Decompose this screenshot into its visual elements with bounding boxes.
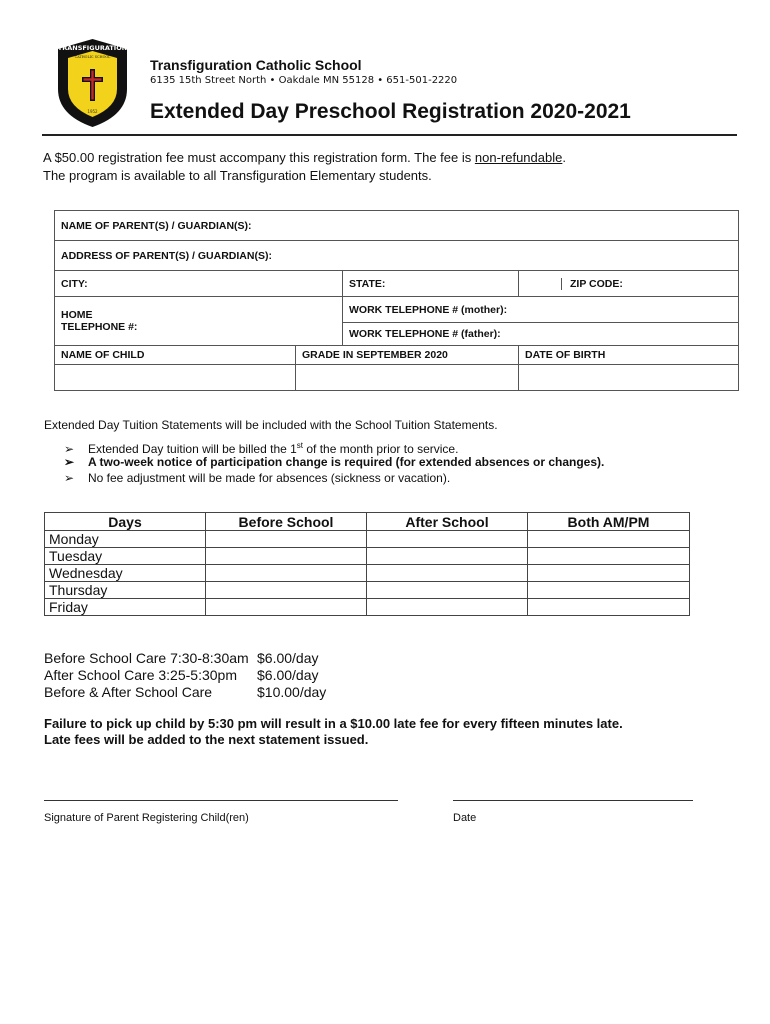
logo-text-top: TRANSFIGURATION [57,44,128,52]
days-header: Days [45,513,206,531]
rate-label: Before & After School Care [44,684,213,700]
child-name-header: NAME OF CHILD [55,346,296,365]
city-field[interactable]: CITY: [55,271,343,297]
school-address: 6135 15th Street North • Oakdale MN 55128 • 651-501-2220 [150,75,458,86]
table-row [45,548,690,565]
arrow-bullet-icon: ➢ [64,471,75,485]
billing-note-sup: st [296,441,304,450]
date-line[interactable] [453,800,693,801]
school-logo [55,37,130,129]
list-item [64,454,604,470]
grade-input[interactable] [296,365,519,391]
table-row [45,565,690,582]
friday-before-cell[interactable] [206,599,367,616]
signature-label: Signature of Parent Registering Child(ren) [44,812,249,824]
notice-note-text: A two-week notice of participation change is required (for extended absences or changes). [88,455,605,469]
signature-line[interactable] [44,800,398,801]
logo-text-mid: CATHOLIC SCHOOL [74,55,111,59]
monday-after-cell[interactable] [367,531,528,548]
list-item [64,470,604,486]
dob-input[interactable] [519,365,739,391]
before-school-header: Before School [206,513,367,531]
wednesday-both-cell[interactable] [528,565,690,582]
day-tuesday: Tuesday [45,548,206,565]
thursday-before-cell[interactable] [206,582,367,599]
rate-row [44,650,326,667]
rate-label: Before School Care 7:30-8:30am [44,650,249,666]
parent-address-field[interactable]: ADDRESS OF PARENT(S) / GUARDIAN(S): [55,241,739,271]
day-thursday: Thursday [45,582,206,599]
work-phone-mother-field[interactable]: WORK TELEPHONE # (mother): [343,297,739,323]
home-phone-label-1: HOME [61,309,93,321]
fee-notice-period: . [562,150,566,165]
wednesday-after-cell[interactable] [367,565,528,582]
rate-row [44,667,326,684]
zip-code-field[interactable]: ZIP CODE: [570,277,623,290]
arrow-bullet-icon: ➢ [64,455,75,469]
table-row [45,599,690,616]
grade-header: GRADE IN SEPTEMBER 2020 [296,346,519,365]
logo-year: 1952 [87,109,98,114]
monday-before-cell[interactable] [206,531,367,548]
billing-note-text-end: of the month prior to service. [303,442,459,456]
rate-price: $10.00/day [257,684,327,700]
state-field[interactable]: STATE: [343,271,519,297]
zip-cell [519,271,739,297]
both-header: Both AM/PM [528,513,690,531]
fee-notice-text: A $50.00 registration fee must accompany this registration form. The fee is [43,150,475,165]
child-name-input[interactable] [55,365,296,391]
non-refundable-text: non-refundable [474,150,563,165]
billing-note-text: Extended Day tuition will be billed the 1 [88,442,297,456]
dob-header: DATE OF BIRTH [519,346,739,365]
thursday-both-cell[interactable] [528,582,690,599]
page-title: Extended Day Preschool Registration 2020-2021 [150,100,631,123]
rate-price: $6.00/day [257,650,319,666]
parent-name-field[interactable]: NAME OF PARENT(S) / GUARDIAN(S): [55,211,739,241]
table-row [45,531,690,548]
date-label: Date [453,812,477,824]
day-wednesday: Wednesday [45,565,206,582]
home-phone-field[interactable] [55,297,343,346]
late-fee-line-2: Late fees will be added to the next statement issued. [44,732,369,747]
table-row [45,582,690,599]
arrow-bullet-icon: ➢ [64,442,75,456]
rate-price: $6.00/day [257,667,319,683]
day-monday: Monday [45,531,206,548]
late-fee-warning [44,716,623,748]
parent-info-form [54,210,739,391]
wednesday-before-cell[interactable] [206,565,367,582]
schedule-table [44,512,690,616]
policy-list [64,438,604,486]
tuesday-after-cell[interactable] [367,548,528,565]
rate-row [44,684,326,701]
fee-notice [43,150,566,165]
rate-list [44,650,326,701]
absence-note-text: No fee adjustment will be made for absences (sickness or vacation). [88,471,451,485]
monday-both-cell[interactable] [528,531,690,548]
work-phone-father-field[interactable]: WORK TELEPHONE # (father): [343,323,739,346]
title-divider [42,134,737,136]
thursday-after-cell[interactable] [367,582,528,599]
friday-after-cell[interactable] [367,599,528,616]
list-item [64,438,604,454]
tuesday-both-cell[interactable] [528,548,690,565]
day-friday: Friday [45,599,206,616]
rate-label: After School Care 3:25-5:30pm [44,667,237,683]
school-name: Transfiguration Catholic School [150,57,362,73]
home-phone-label-2: TELEPHONE #: [61,321,138,333]
friday-both-cell[interactable] [528,599,690,616]
tuition-statement-note: Extended Day Tuition Statements will be included with the School Tuition Statements. [44,418,498,432]
program-availability: The program is available to all Transfiguration Elementary students. [43,168,432,183]
tuesday-before-cell[interactable] [206,548,367,565]
late-fee-line-1: Failure to pick up child by 5:30 pm will result in a $10.00 late fee for every fifteen minutes late. [44,716,623,731]
after-school-header: After School [367,513,528,531]
